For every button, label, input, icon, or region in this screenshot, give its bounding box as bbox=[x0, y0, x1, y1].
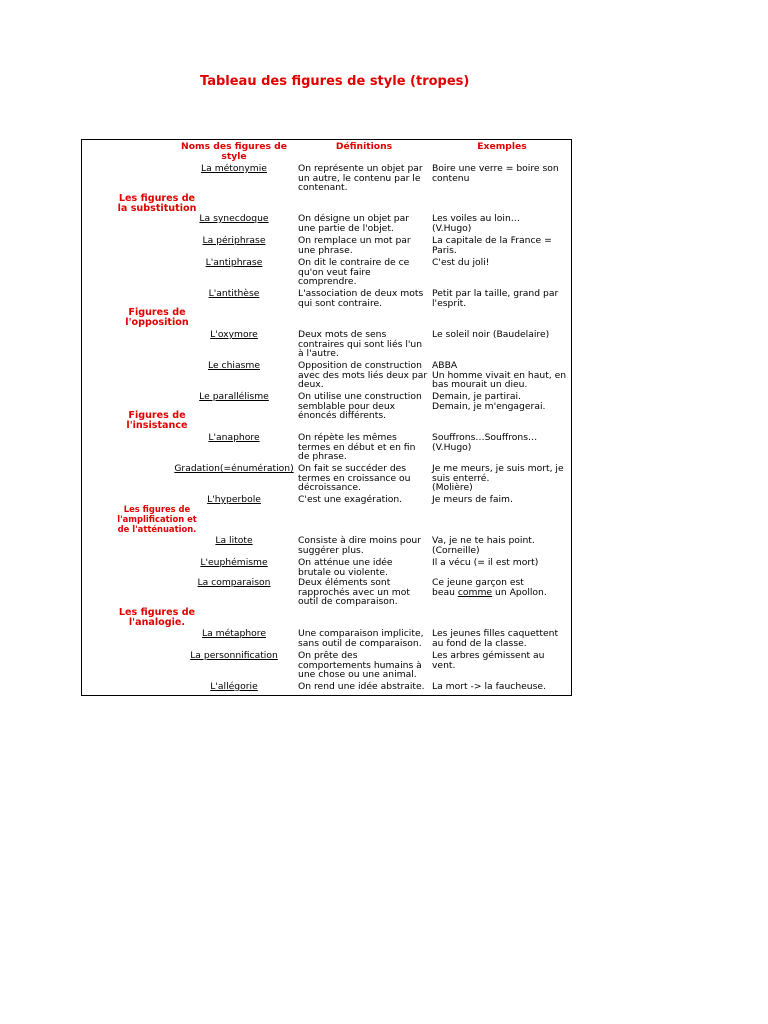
category-label: Les figures de bbox=[118, 607, 196, 618]
figure-name[interactable]: Le parallélisme bbox=[199, 391, 269, 402]
category-amplification bbox=[84, 504, 230, 534]
figure-example: Demain, je partirai. Demain, je m'engagerai. bbox=[432, 391, 546, 412]
figure-name[interactable]: La périphrase bbox=[202, 235, 266, 246]
category-substitution bbox=[84, 194, 230, 214]
figure-example: Les jeunes filles caquettent au fond de la classe. bbox=[432, 628, 559, 649]
figure-definition: On rend une idée abstraite. bbox=[298, 681, 425, 692]
category-label: l'analogie. bbox=[128, 616, 186, 628]
figure-name[interactable]: Gradation(=énumération) bbox=[174, 463, 294, 474]
category-label: Les figures de bbox=[118, 193, 196, 204]
figure-example: Les voiles au loin… (V.Hugo) bbox=[432, 213, 520, 234]
figure-definition: Deux mots de sens contraires qui sont liés l'un à l'autre. bbox=[298, 329, 423, 360]
figure-name[interactable]: L'anaphore bbox=[208, 432, 260, 443]
figure-name[interactable]: La comparaison bbox=[197, 577, 271, 588]
figure-example: Je me meurs, je suis mort, je suis enterré. (Molière) bbox=[432, 463, 564, 494]
figure-definition: Une comparaison implicite, sans outil de comparaison. bbox=[298, 628, 424, 649]
category-label: la substitution bbox=[117, 202, 197, 214]
page-title: Tableau des figures de style (tropes) bbox=[200, 74, 470, 89]
category-opposition bbox=[84, 308, 230, 328]
category-label: l'opposition bbox=[125, 316, 189, 328]
figure-example: Petit par la taille, grand par l'esprit. bbox=[432, 288, 559, 309]
figure-name[interactable]: La synecdoque bbox=[199, 213, 269, 224]
figure-definition: Deux éléments sont rapprochés avec un mot outil de comparaison. bbox=[298, 577, 410, 608]
figure-definition: Opposition de construction avec des mots liés deux par deux. bbox=[298, 360, 428, 391]
header-definition: Définitions bbox=[335, 141, 393, 152]
header-example: Exemples bbox=[477, 141, 527, 152]
figure-definition: On répète les mêmes termes en début et en fin de phrase. bbox=[298, 432, 416, 463]
figures-table bbox=[81, 139, 572, 696]
figure-definition: On fait se succéder des termes en croissance ou décroissance. bbox=[298, 463, 411, 494]
figure-name[interactable]: L'antithèse bbox=[208, 288, 260, 299]
figure-example: Il a vécu (= il est mort) bbox=[432, 557, 539, 568]
category-label: de l'atténuation. bbox=[117, 524, 197, 534]
category-label: Les figures de bbox=[123, 504, 191, 514]
figure-example: Les arbres gémissent au vent. bbox=[432, 650, 545, 671]
figure-example: La mort -> la faucheuse. bbox=[432, 681, 546, 692]
figure-name[interactable]: La métonymie bbox=[201, 163, 267, 174]
figure-name[interactable]: L'hyperbole bbox=[207, 494, 261, 505]
figure-example: Va, je ne te hais point. (Corneille) bbox=[432, 535, 535, 556]
figure-name[interactable]: L'euphémisme bbox=[200, 557, 268, 568]
category-analogie bbox=[84, 608, 230, 628]
figure-name[interactable]: La personnification bbox=[190, 650, 278, 661]
figure-name[interactable]: L'oxymore bbox=[210, 329, 258, 340]
figure-definition: On désigne un objet par une partie de l'objet. bbox=[298, 213, 410, 234]
figure-name[interactable]: La litote bbox=[215, 535, 253, 546]
figure-example: ABBA Un homme vivait en haut, en bas mourait un dieu. bbox=[432, 360, 567, 391]
figure-definition: On remplace un mot par une phrase. bbox=[298, 235, 411, 256]
figure-name[interactable]: La métaphore bbox=[201, 628, 266, 639]
category-label: l'insistance bbox=[126, 419, 188, 431]
figure-definition: On prête des comportements humains à une chose ou une animal. bbox=[298, 650, 422, 681]
figure-name[interactable]: L'antiphrase bbox=[205, 257, 263, 268]
category-label: l'amplification et bbox=[117, 514, 197, 524]
figure-example: Souffrons…Souffrons… (V.Hugo) bbox=[432, 432, 538, 453]
figure-example: Le soleil noir (Baudelaire) bbox=[432, 329, 550, 340]
figure-definition: On dit le contraire de ce qu'on veut faire comprendre. bbox=[298, 257, 410, 288]
figure-example: La capitale de la France = Paris. bbox=[432, 235, 552, 256]
figure-definition: On atténue une idée brutale ou violente. bbox=[298, 557, 393, 578]
figure-name[interactable]: Le chiasme bbox=[208, 360, 260, 371]
figure-definition: C'est une exagération. bbox=[298, 494, 403, 505]
figure-definition: On utilise une construction semblable pour deux énoncés différents. bbox=[298, 391, 422, 422]
figure-definition: On représente un objet par un autre, le contenu par le contenant. bbox=[298, 163, 423, 194]
figure-example: Ce jeune garçon est beau comme un Apollon. bbox=[432, 577, 547, 598]
figure-definition: L'association de deux mots qui sont contraire. bbox=[298, 288, 424, 309]
figure-example: Boire une verre = boire son contenu bbox=[432, 163, 559, 184]
category-label: Figures de bbox=[128, 307, 186, 318]
figure-name[interactable]: L'allégorie bbox=[210, 681, 258, 692]
figure-example: Je meurs de faim. bbox=[432, 494, 513, 505]
figure-definition: Consiste à dire moins pour suggérer plus. bbox=[298, 535, 421, 556]
header-name: Noms des figures de style bbox=[181, 141, 287, 162]
category-label: Figures de bbox=[128, 410, 186, 421]
figure-example: C'est du joli! bbox=[432, 257, 490, 268]
category-insistance bbox=[84, 411, 230, 431]
